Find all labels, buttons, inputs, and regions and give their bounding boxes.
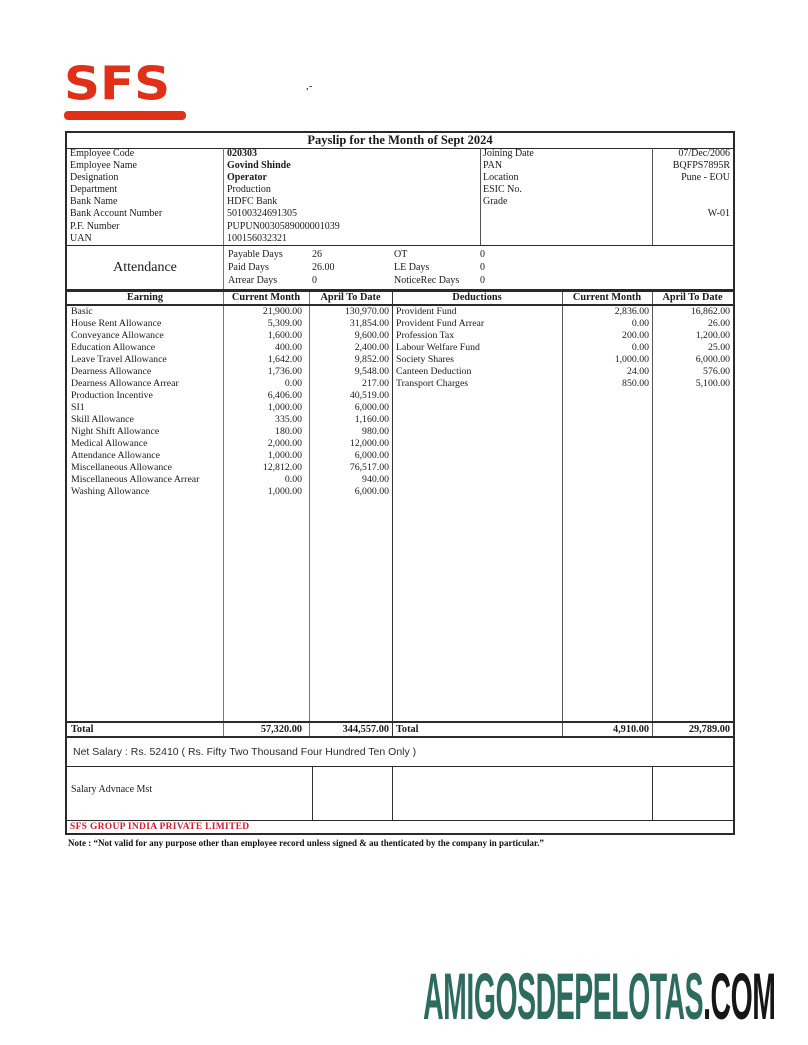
- info-label: Joining Date: [483, 148, 534, 159]
- deduction-row: [392, 354, 733, 366]
- info-label: ESIC No.: [483, 184, 522, 196]
- salary-advance-row: [67, 766, 733, 820]
- deduction-current-month: 24.00: [626, 366, 649, 377]
- earning-current-month: 2,000.00: [267, 438, 302, 449]
- info-label: PAN: [483, 160, 503, 172]
- earning-row: [67, 438, 392, 450]
- deductions-column-header: Deductions: [452, 292, 502, 303]
- earning-label: Basic: [71, 306, 93, 317]
- earning-label: Washing Allowance: [71, 486, 150, 497]
- attendance-section: [67, 245, 733, 290]
- info-label: Bank Account Number: [70, 208, 163, 220]
- deduction-april-to-date: 16,862.00: [690, 306, 730, 317]
- info-value: Operator: [227, 172, 267, 184]
- attendance-row: [223, 261, 733, 274]
- deduction-current-month: 0.00: [631, 318, 649, 329]
- earning-april-to-date: 130,970.00: [344, 306, 389, 317]
- info-value: 50100324691305: [227, 208, 297, 220]
- earning-current-month: 1,642.00: [267, 354, 302, 365]
- stray-mark: ,-: [306, 80, 313, 92]
- earning-current-month: 1,736.00: [267, 366, 302, 377]
- deduction-total-current-month: 4,910.00: [612, 724, 649, 735]
- earning-april-to-date: 217.00: [362, 378, 389, 389]
- earning-current-month: 21,900.00: [262, 306, 302, 317]
- earning-label: Leave Travel Allowance: [71, 354, 167, 365]
- earning-row: [67, 306, 392, 318]
- deduction-current-month-header: Current Month: [572, 292, 642, 303]
- salary-advance-label: Salary Advnace Mst: [71, 784, 153, 795]
- deduction-april-to-date: 576.00: [703, 366, 730, 377]
- info-label: Department: [70, 184, 118, 196]
- info-label: Employee Code: [70, 148, 135, 159]
- earning-current-month: 0.00: [284, 474, 302, 485]
- employee-info-row: [480, 208, 733, 220]
- earning-april-to-date: 980.00: [362, 426, 389, 437]
- attendance-label-1: Paid Days: [228, 262, 269, 273]
- earning-label: Education Allowance: [71, 342, 156, 353]
- earning-label: SI1: [71, 402, 85, 413]
- earning-april-to-date: 9,600.00: [354, 330, 389, 341]
- earning-current-month: 180.00: [275, 426, 302, 437]
- info-value: 07/Dec/2006: [678, 148, 730, 159]
- attendance-value-1: 26: [312, 249, 322, 260]
- watermark: [422, 959, 775, 1033]
- info-value: BQFPS7895R: [672, 160, 730, 172]
- deduction-row: [392, 318, 733, 330]
- deduction-april-to-date: 26.00: [707, 318, 730, 329]
- employee-info-row: [67, 148, 480, 160]
- earning-total-april-to-date: 344,557.00: [342, 724, 389, 735]
- employee-info-row: [67, 172, 480, 184]
- earning-label: Night Shift Allowance: [71, 426, 160, 437]
- employee-info-row: [67, 196, 480, 208]
- earning-current-month: 12,812.00: [262, 462, 302, 473]
- earning-current-month-header: Current Month: [231, 292, 301, 303]
- deduction-april-to-date: 6,000.00: [695, 354, 730, 365]
- earning-row: [67, 462, 392, 474]
- advance-divider-3: [652, 767, 653, 820]
- info-value: HDFC Bank: [227, 196, 278, 208]
- deduction-current-month: 2,836.00: [614, 306, 649, 317]
- info-label: Designation: [70, 172, 119, 184]
- earning-row: [67, 354, 392, 366]
- deduction-label: Profession Tax: [396, 330, 455, 341]
- info-value: [652, 196, 733, 208]
- info-value: 100156032321: [227, 232, 287, 244]
- earning-april-to-date: 40,519.00: [349, 390, 389, 401]
- earnings-deductions-grid: [67, 290, 733, 736]
- deduction-current-month: 850.00: [622, 378, 649, 389]
- earning-row: [67, 330, 392, 342]
- earning-current-month: 335.00: [275, 414, 302, 425]
- deduction-april-to-date: 1,200.00: [695, 330, 730, 341]
- info-label: P.F. Number: [70, 220, 120, 232]
- attendance-value-2: 0: [480, 249, 485, 260]
- sfs-logo-text: SFS: [64, 57, 171, 111]
- validity-note: Note : “Not valid for any purpose other than employee record unless signed & au thenticated by the company in particular.”: [68, 838, 544, 848]
- attendance-rows: [223, 248, 733, 287]
- earning-label: Medical Allowance: [71, 438, 148, 449]
- earning-current-month: 1,000.00: [267, 450, 302, 461]
- attendance-value-2: 0: [480, 262, 485, 273]
- info-value: PUPUN0030589000001039: [227, 220, 340, 232]
- deduction-row: [392, 342, 733, 354]
- earning-label: Miscellaneous Allowance: [71, 462, 172, 473]
- employee-info-row: [480, 184, 733, 196]
- info-label: [480, 208, 652, 220]
- employee-info-row: [480, 196, 733, 208]
- earning-row: [67, 474, 392, 486]
- deduction-row: [392, 330, 733, 342]
- earnings-rows: [67, 306, 392, 498]
- deduction-row: [392, 378, 733, 390]
- deduction-label: Provident Fund: [396, 306, 457, 317]
- watermark-suffix: .COM: [702, 959, 775, 1033]
- earning-april-to-date: 6,000.00: [354, 450, 389, 461]
- employee-info-row: [67, 233, 480, 245]
- earning-row: [67, 414, 392, 426]
- earning-current-month: 6,406.00: [267, 390, 302, 401]
- attendance-title: Attendance: [67, 246, 224, 289]
- employee-info-section: [67, 148, 733, 245]
- earning-row: [67, 402, 392, 414]
- earning-april-to-date: 31,854.00: [349, 318, 389, 329]
- info-label: Grade: [483, 196, 508, 208]
- earning-row: [67, 366, 392, 378]
- earning-label: Production Incentive: [71, 390, 153, 401]
- earning-current-month: 1,000.00: [267, 402, 302, 413]
- info-label: Location: [483, 172, 519, 184]
- earning-row: [67, 318, 392, 330]
- deduction-april-to-date-header: April To Date: [662, 292, 723, 303]
- employee-info-row: [480, 148, 733, 160]
- employee-info-row: [480, 160, 733, 172]
- earning-total-label: Total: [71, 724, 94, 735]
- employee-info-row: [67, 208, 480, 220]
- attendance-label-2: LE Days: [394, 262, 430, 273]
- employee-info-left: [67, 148, 480, 245]
- earning-label: Dearness Allowance: [71, 366, 152, 377]
- employee-info-row: [67, 160, 480, 172]
- watermark-main: AMIGOSDEPELOTAS: [422, 959, 703, 1033]
- employee-info-right: [480, 148, 733, 221]
- deduction-current-month: 0.00: [631, 342, 649, 353]
- earning-april-to-date: 940.00: [362, 474, 389, 485]
- info-label: Employee Name: [70, 160, 137, 172]
- deduction-label: Transport Charges: [396, 378, 469, 389]
- payslip-document: [65, 131, 735, 835]
- deduction-label: Provident Fund Arrear: [396, 318, 485, 329]
- earning-label: Attendance Allowance: [71, 450, 160, 461]
- earning-april-to-date: 12,000.00: [349, 438, 389, 449]
- payslip-title: Payslip for the Month of Sept 2024: [67, 133, 733, 149]
- deduction-row: [392, 306, 733, 318]
- totals-row: [67, 721, 733, 736]
- earning-current-month: 0.00: [284, 378, 302, 389]
- deduction-total-label: Total: [396, 724, 419, 735]
- earning-current-month: 1,600.00: [267, 330, 302, 341]
- employee-info-row: [480, 172, 733, 184]
- info-label: UAN: [70, 232, 92, 244]
- earning-april-to-date-header: April To Date: [320, 292, 381, 303]
- deduction-label: Canteen Deduction: [396, 366, 472, 377]
- deduction-current-month: 1,000.00: [614, 354, 649, 365]
- deduction-label: Society Shares: [396, 354, 454, 365]
- deduction-april-to-date: 25.00: [707, 342, 730, 353]
- earning-label: House Rent Allowance: [71, 318, 162, 329]
- earning-row: [67, 486, 392, 498]
- attendance-row: [223, 248, 733, 261]
- earning-row: [67, 378, 392, 390]
- info-value: 020303: [227, 148, 257, 159]
- deduction-row: [392, 366, 733, 378]
- attendance-row: [223, 274, 733, 287]
- attendance-value-1: 26.00: [312, 262, 335, 273]
- deduction-current-month: 200.00: [622, 330, 649, 341]
- employee-info-row: [67, 221, 480, 233]
- earning-label: Conveyance Allowance: [71, 330, 164, 341]
- attendance-label-1: Arrear Days: [228, 275, 278, 286]
- sfs-logo-underline: [64, 111, 186, 120]
- earning-current-month: 400.00: [275, 342, 302, 353]
- info-value: Govind Shinde: [227, 160, 291, 172]
- earning-current-month: 5,309.00: [267, 318, 302, 329]
- earning-april-to-date: 6,000.00: [354, 402, 389, 413]
- attendance-label-2: OT: [394, 249, 408, 260]
- attendance-value-1: 0: [312, 275, 317, 286]
- earning-april-to-date: 9,548.00: [354, 366, 389, 377]
- earning-label: Dearness Allowance Arrear: [71, 378, 179, 389]
- advance-divider-1: [312, 767, 313, 820]
- info-value: W-01: [707, 208, 730, 220]
- attendance-label-2: NoticeRec Days: [394, 275, 460, 286]
- earning-april-to-date: 6,000.00: [354, 486, 389, 497]
- earning-column-header: Earning: [126, 292, 164, 303]
- earning-label: Skill Allowance: [71, 414, 134, 425]
- net-salary-row: Net Salary : Rs. 52410 ( Rs. Fifty Two Thousand Four Hundred Ten Only ): [67, 736, 733, 766]
- earning-april-to-date: 76,517.00: [349, 462, 389, 473]
- employee-info-row: [67, 184, 480, 196]
- attendance-value-2: 0: [480, 275, 485, 286]
- deduction-label: Labour Welfare Fund: [396, 342, 480, 353]
- earning-april-to-date: 2,400.00: [354, 342, 389, 353]
- deductions-rows: [392, 306, 733, 390]
- info-value: Production: [227, 184, 271, 196]
- earning-row: [67, 342, 392, 354]
- advance-divider-2: [392, 767, 393, 820]
- company-footer: SFS GROUP INDIA PRIVATE LIMITED: [67, 820, 733, 833]
- grid-header: [67, 292, 733, 306]
- sfs-logo: [64, 57, 186, 120]
- info-label: Bank Name: [70, 196, 118, 208]
- earning-row: [67, 390, 392, 402]
- earning-total-current-month: 57,320.00: [260, 724, 302, 735]
- deduction-april-to-date: 5,100.00: [695, 378, 730, 389]
- earning-row: [67, 426, 392, 438]
- earning-row: [67, 450, 392, 462]
- earning-april-to-date: 1,160.00: [354, 414, 389, 425]
- earning-label: Miscellaneous Allowance Arrear: [71, 474, 200, 485]
- attendance-label-1: Payable Days: [228, 249, 283, 260]
- info-value: [652, 184, 733, 196]
- earning-current-month: 1,000.00: [267, 486, 302, 497]
- deduction-total-april-to-date: 29,789.00: [688, 724, 730, 735]
- earning-april-to-date: 9,852.00: [354, 354, 389, 365]
- info-value: Pune - EOU: [681, 172, 730, 184]
